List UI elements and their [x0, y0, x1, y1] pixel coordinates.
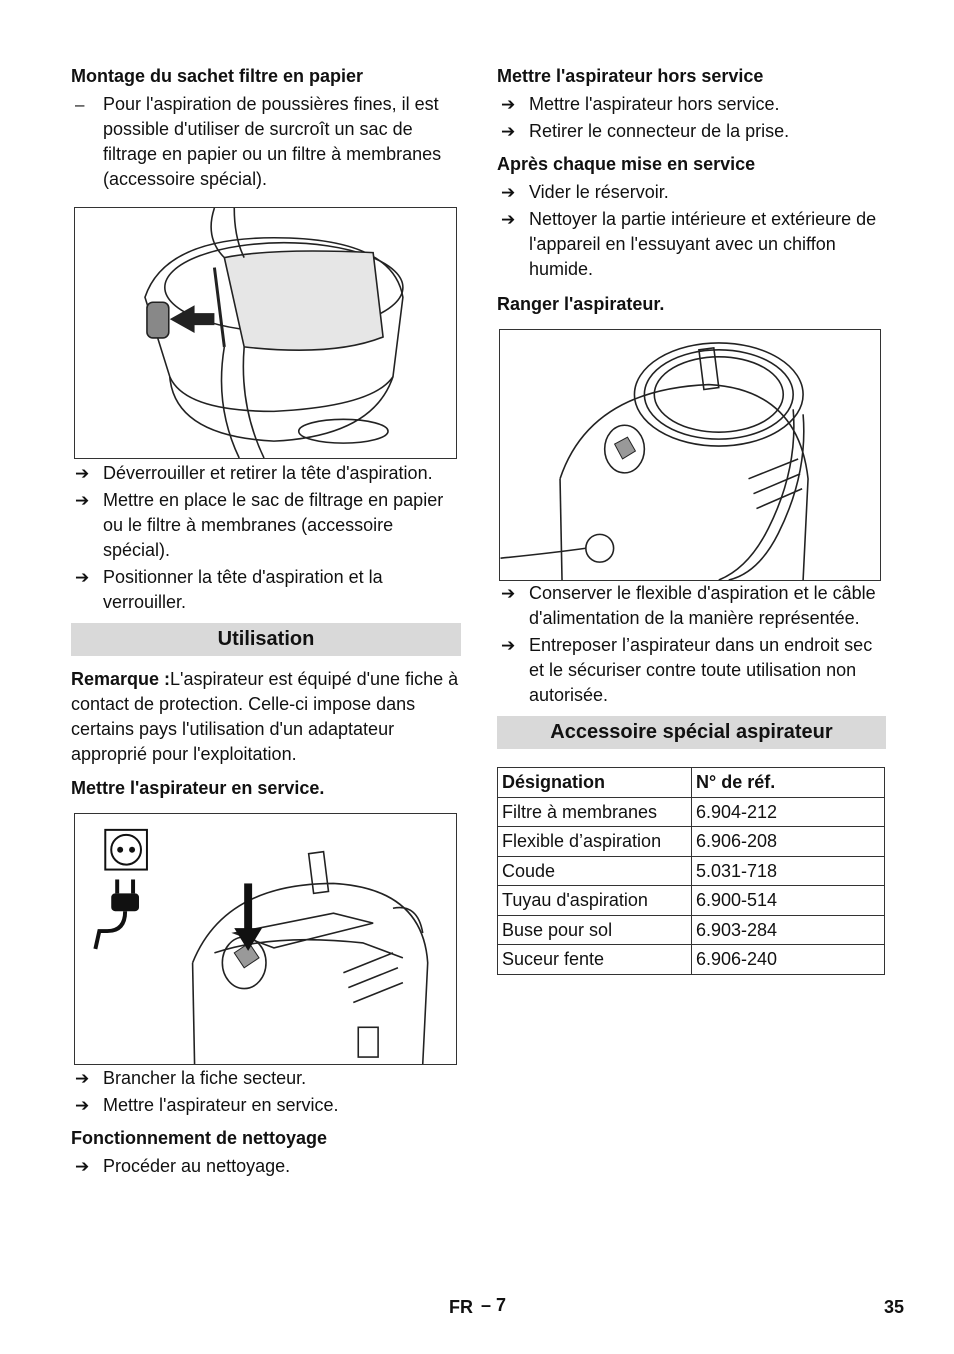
- vacuum-storage-illustration: [500, 330, 880, 580]
- table-row: Coude 5.031-718: [498, 856, 885, 886]
- arrow-right-icon: ➔: [501, 183, 516, 202]
- table-header-row: [498, 768, 885, 798]
- arrow-right-icon: ➔: [75, 1157, 90, 1176]
- dash-marker: –: [75, 95, 85, 114]
- arrow-right-icon: ➔: [75, 1069, 90, 1088]
- accessories-table: [497, 767, 885, 975]
- nettoyage-steps: [71, 1154, 461, 1179]
- page-number: 35: [884, 1297, 905, 1317]
- arrow-right-icon: ➔: [501, 584, 516, 603]
- montage-title: Montage du sachet filtre en papier: [71, 66, 364, 86]
- list-item: ➔ Nettoyer la partie intérieure et extérieure de l'appareil en l'essuyant avec un chiffon humide.: [501, 209, 877, 279]
- montage-dash-list: [71, 92, 461, 192]
- table-row: Buse pour sol 6.903-284: [498, 915, 885, 945]
- utilisation-heading: Utilisation: [71, 623, 461, 656]
- list-item: ➔ Déverrouiller et retirer la tête d'aspiration.: [71, 461, 461, 486]
- list-item: – Pour l'aspiration de poussières fines, il est possible d'utiliser de surcroît un sac de filtrage en papier ou un filtre à membranes (accessoire spécial).: [75, 94, 442, 189]
- table-row: Flexible d’aspiration 6.906-208: [498, 827, 885, 857]
- service-steps: [71, 1066, 461, 1118]
- figure-switch-on: [74, 813, 457, 1065]
- arrow-right-icon: ➔: [501, 95, 516, 114]
- list-item: ➔ Entreposer l’aspirateur dans un endroit sec et le sécuriser contre toute utilisation non autorisée.: [501, 635, 873, 705]
- column-header-reference: N° de réf.: [692, 768, 885, 798]
- list-item: ➔ Mettre en place le sac de filtrage en papier ou le filtre à membranes (accessoire spécial).: [75, 490, 444, 560]
- arrow-right-icon: ➔: [501, 636, 516, 655]
- ranger-steps: [497, 581, 886, 708]
- remarque-text: L'aspirateur est équipé d'une fiche à contact de protection. Celle-ci impose dans certains pays l'utilisation d'un adaptateur approprié pour l'exploitation.: [71, 669, 459, 764]
- vacuum-switch-illustration: [75, 814, 456, 1064]
- footer-section: – 7: [481, 1295, 507, 1315]
- list-item: ➔ Retirer le connecteur de la prise.: [497, 119, 886, 144]
- hors-service-steps: [497, 92, 886, 144]
- footer-language: FR: [449, 1297, 473, 1317]
- ranger-title: Ranger l'aspirateur.: [497, 294, 665, 314]
- hors-service-title: Mettre l'aspirateur hors service: [497, 66, 764, 86]
- figure-storage: [499, 329, 881, 581]
- service-title: Mettre l'aspirateur en service.: [71, 778, 325, 798]
- montage-steps: [71, 461, 461, 615]
- power-plug-icon: [111, 879, 139, 911]
- arrow-right-icon: ➔: [75, 491, 90, 510]
- list-item: ➔ Vider le réservoir.: [497, 180, 886, 205]
- left-column: [71, 64, 461, 1179]
- table-row: Filtre à membranes 6.904-212: [498, 797, 885, 827]
- list-item: ➔ Procéder au nettoyage.: [71, 1154, 461, 1179]
- list-item: ➔ Mettre l'aspirateur en service.: [71, 1093, 461, 1118]
- accessoire-heading: Accessoire spécial aspirateur: [497, 716, 886, 749]
- list-item: ➔ Conserver le flexible d'aspiration et le câble d'alimentation de la manière représentée.: [501, 583, 876, 628]
- table-row: Suceur fente 6.906-240: [498, 945, 885, 975]
- apres-title: Après chaque mise en service: [497, 154, 756, 174]
- list-item: ➔ Positionner la tête d'aspiration et la verrouiller.: [75, 567, 383, 612]
- list-item: ➔ Brancher la fiche secteur.: [71, 1066, 461, 1091]
- right-column: [497, 64, 886, 975]
- vacuum-filter-illustration: [75, 208, 456, 458]
- apres-steps: [497, 180, 886, 282]
- arrow-right-icon: ➔: [75, 1096, 90, 1115]
- arrow-right-icon: ➔: [501, 210, 516, 229]
- remarque-label: Remarque :: [71, 669, 171, 689]
- remarque-paragraph: [71, 667, 461, 767]
- column-header-designation: Désignation: [498, 768, 692, 798]
- table-row: Tuyau d'aspiration 6.900-514: [498, 886, 885, 916]
- nettoyage-title: Fonctionnement de nettoyage: [71, 1128, 328, 1148]
- list-item: ➔ Mettre l'aspirateur hors service.: [497, 92, 886, 117]
- arrow-right-icon: ➔: [501, 122, 516, 141]
- arrow-right-icon: ➔: [75, 568, 90, 587]
- power-socket-icon: [105, 830, 147, 870]
- figure-paper-filter-bag: [74, 207, 457, 459]
- arrow-right-icon: ➔: [75, 464, 90, 483]
